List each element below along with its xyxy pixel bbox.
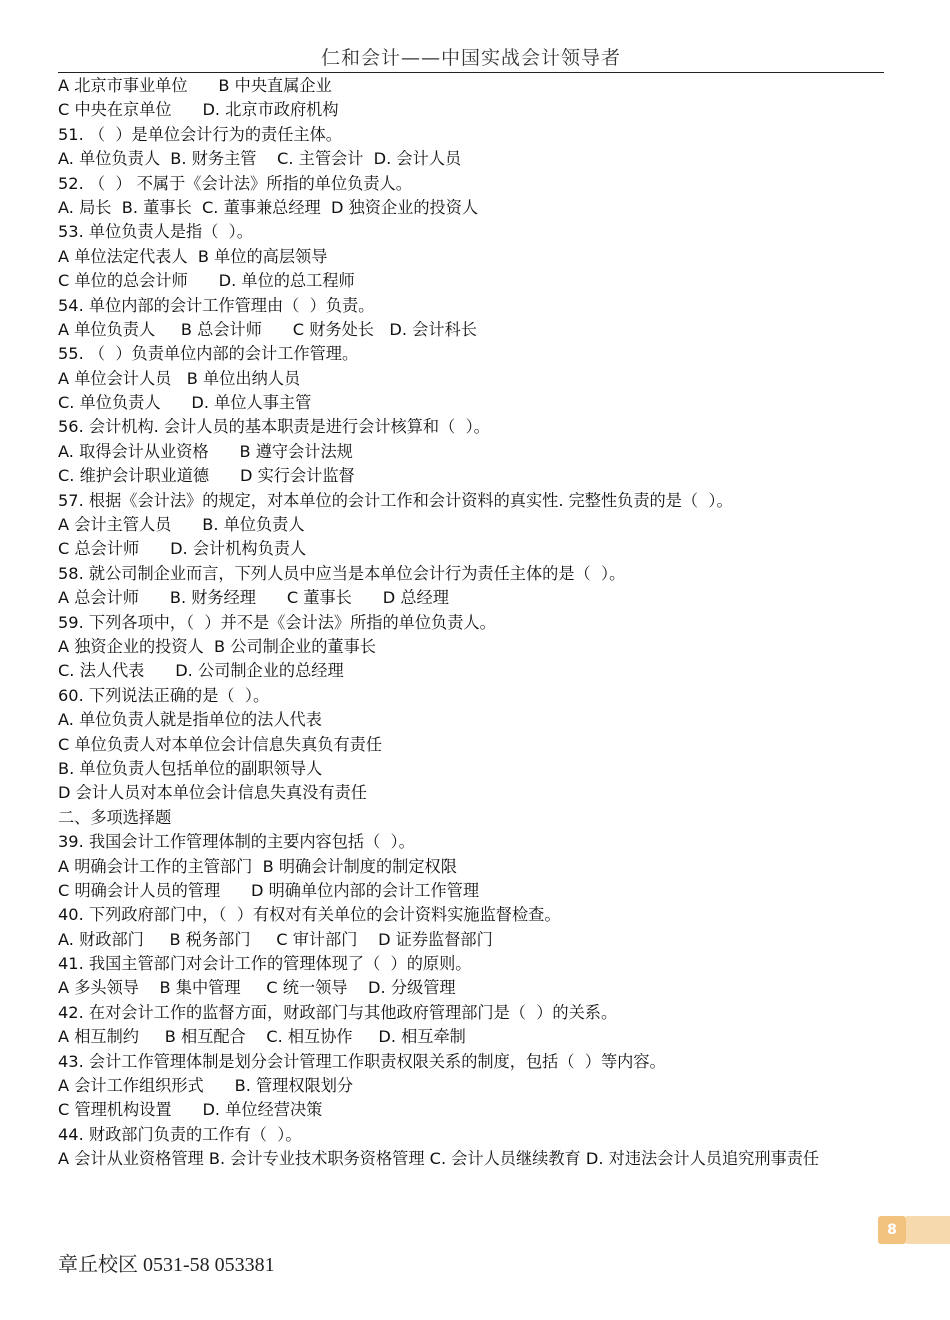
text-line: 57. 根据《会计法》的规定，对本单位的会计工作和会计资料的真实性. 完整性负责的是（ ）。 xyxy=(58,490,733,510)
text-line: 52. （ ） 不属于《会计法》所指的单位负责人。 xyxy=(58,173,412,193)
text-line: 56. 会计机构. 会计人员的基本职责是进行会计核算和（ ）。 xyxy=(58,417,490,437)
text-line: C 管理机构设置 D. 单位经营决策 xyxy=(58,1100,323,1120)
text-line: A. 单位负责人 B. 财务主管 C. 主管会计 D. 会计人员 xyxy=(58,149,462,169)
text-line: C 总会计师 D. 会计机构负责人 xyxy=(58,539,307,559)
text-line: A 多头领导 B 集中管理 C 统一领导 D. 分级管理 xyxy=(58,978,456,998)
text-line: A. 单位负责人就是指单位的法人代表 xyxy=(58,710,322,730)
text-line: A 单位法定代表人 B 单位的高层领导 xyxy=(58,246,328,266)
text-line: 40. 下列政府部门中，（ ）有权对有关单位的会计资料实施监督检查。 xyxy=(58,905,561,925)
text-line: 55. （ ）负责单位内部的会计工作管理。 xyxy=(58,344,359,364)
text-line: 53. 单位负责人是指（ ）。 xyxy=(58,222,253,242)
page-number-badge: 8 xyxy=(878,1216,906,1244)
text-line: D 会计人员对本单位会计信息失真没有责任 xyxy=(58,783,367,803)
text-line: A 总会计师 B. 财务经理 C 董事长 D 总经理 xyxy=(58,588,449,608)
text-line: C 单位的总会计师 D. 单位的总工程师 xyxy=(58,271,355,291)
text-line: 43. 会计工作管理体制是划分会计管理工作职责权限关系的制度，包括（ ）等内容。 xyxy=(58,1051,666,1071)
text-line: A. 财政部门 B 税务部门 C 审计部门 D 证券监督部门 xyxy=(58,929,493,949)
text-line: A 会计主管人员 B. 单位负责人 xyxy=(58,515,305,535)
page-number-tab xyxy=(906,1216,950,1244)
text-line: 44. 财政部门负责的工作有（ ）。 xyxy=(58,1124,302,1144)
question-list xyxy=(58,74,888,1172)
text-line: 58. 就公司制企业而言，下列人员中应当是本单位会计行为责任主体的是（ ）。 xyxy=(58,563,626,583)
text-line: A 独资企业的投资人 B 公司制企业的董事长 xyxy=(58,636,376,656)
footer-contact: 章丘校区 0531-58 053381 xyxy=(58,1254,275,1276)
text-line: A 相互制约 B 相互配合 C. 相互协作 D. 相互牵制 xyxy=(58,1027,466,1047)
text-line-wrapped: A 会计从业资格管理 B. 会计专业技术职务资格管理 C. 会计人员继续教育 D. 对违法会计人员追究刑事责任 xyxy=(58,1149,820,1169)
text-line: 二、多项选择题 xyxy=(58,807,172,827)
text-line: 51. （ ）是单位会计行为的责任主体。 xyxy=(58,124,342,144)
text-line: 60. 下列说法正确的是（ ）。 xyxy=(58,685,270,705)
page-header xyxy=(58,44,884,73)
text-line: 42. 在对会计工作的监督方面，财政部门与其他政府管理部门是（ ）的关系。 xyxy=(58,1002,618,1022)
text-line: 41. 我国主管部门对会计工作的管理体现了（ ）的原则。 xyxy=(58,954,472,974)
text-line: A 明确会计工作的主管部门 B 明确会计制度的制定权限 xyxy=(58,856,457,876)
text-line: C. 维护会计职业道德 D 实行会计监督 xyxy=(58,466,355,486)
text-line: A 会计工作组织形式 B. 管理权限划分 xyxy=(58,1076,354,1096)
text-line: A 单位负责人 B 总会计师 C 财务处长 D. 会计科长 xyxy=(58,319,477,339)
text-line: 39. 我国会计工作管理体制的主要内容包括（ ）。 xyxy=(58,832,415,852)
text-line: B. 单位负责人包括单位的副职领导人 xyxy=(58,758,323,778)
text-line: A 北京市事业单位 B 中央直属企业 xyxy=(58,76,332,95)
text-line: A. 取得会计从业资格 B 遵守会计法规 xyxy=(58,441,353,461)
text-line: A 单位会计人员 B 单位出纳人员 xyxy=(58,368,301,388)
text-line: C 单位负责人对本单位会计信息失真负有责任 xyxy=(58,734,383,754)
text-line: C 明确会计人员的管理 D 明确单位内部的会计工作管理 xyxy=(58,880,480,900)
text-line: C. 法人代表 D. 公司制企业的总经理 xyxy=(58,661,344,681)
text-line: C 中央在京单位 D. 北京市政府机构 xyxy=(58,100,339,120)
text-line: C. 单位负责人 D. 单位人事主管 xyxy=(58,393,312,413)
header-title: 仁和会计——中国实战会计领导者 xyxy=(320,47,621,69)
text-line: 59. 下列各项中，（ ）并不是《会计法》所指的单位负责人。 xyxy=(58,612,496,632)
text-line: 54. 单位内部的会计工作管理由（ ）负责。 xyxy=(58,295,375,315)
text-line: A. 局长 B. 董事长 C. 董事兼总经理 D 独资企业的投资人 xyxy=(58,197,479,217)
